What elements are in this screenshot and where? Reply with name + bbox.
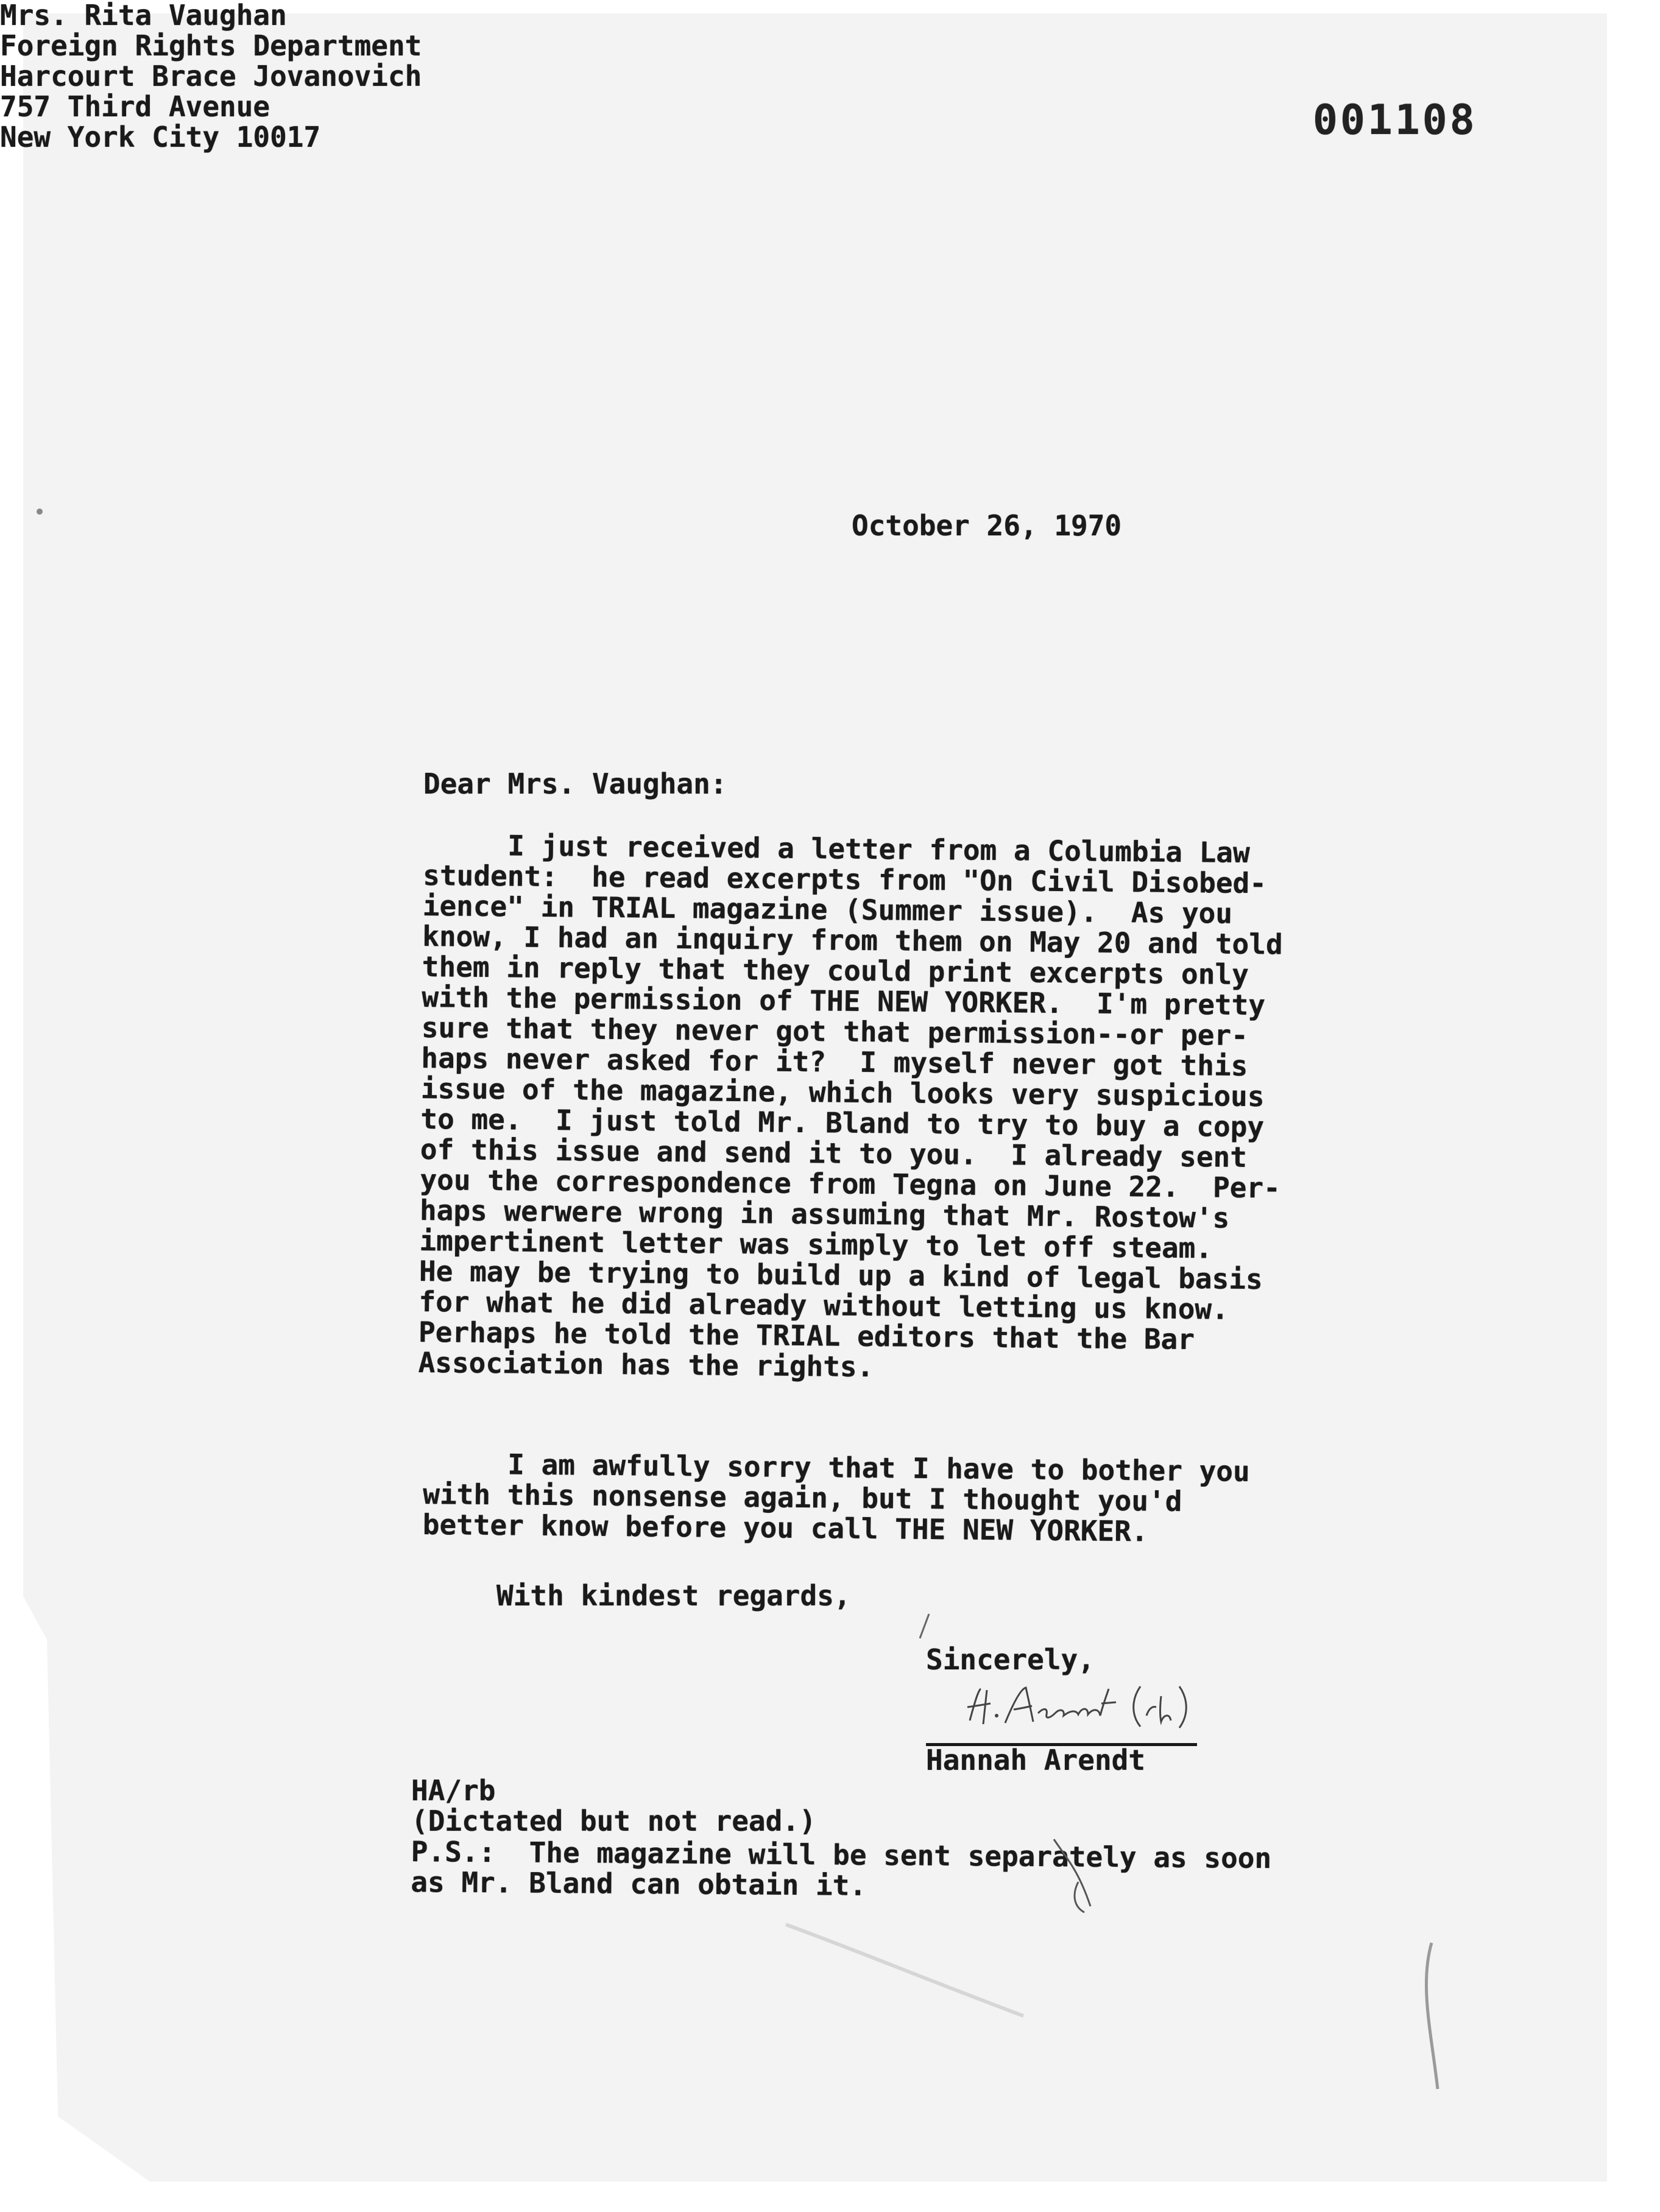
paper-crease	[780, 1912, 1036, 2022]
signer-name: Hannah Arendt	[926, 1744, 1146, 1777]
address-line-city: New York City 10017	[0, 121, 321, 153]
sign-off: Sincerely,	[926, 1643, 1095, 1676]
postscript: P.S.: The magazine will be sent separately as soon as Mr. Bland can obtain it.	[411, 1835, 1272, 1902]
handwritten-signature	[962, 1678, 1218, 1733]
address-line-street: 757 Third Avenue	[0, 90, 270, 123]
address-line-company: Harcourt Brace Jovanovich	[0, 60, 422, 93]
address-line-name: Mrs. Rita Vaughan	[0, 0, 287, 32]
salutation: Dear Mrs. Vaughan:	[423, 767, 727, 800]
pen-scribble-mark	[1036, 1833, 1109, 1918]
dictated-note: (Dictated but not read.)	[411, 1805, 816, 1837]
closing: With kindest regards,	[496, 1579, 851, 1612]
body-paragraph: I am awfully sorry that I have to bother you with this nonsense again, but I thought you'd better know before you call THE NEW YORKER.	[422, 1447, 1250, 1548]
margin-dot	[34, 505, 46, 518]
address-line-department: Foreign Rights Department	[0, 29, 422, 62]
typist-initials: HA/rb	[411, 1774, 496, 1807]
document-number: 001108	[1313, 96, 1477, 144]
edge-shadow-mark	[1395, 1937, 1456, 2095]
body-paragraph: I just received a letter from a Columbia Law student: he read excerpts from "On Civil Disobed- ience" in TRIAL magazine (Summer issue). As you know, I had an inquiry from them on May 20 and told them in reply that they could print excerpts only with the permission of THE NEW YORKER. I'm pretty sure that they never got that permission--or per- haps never asked for it? I myself never got this issue of the magazine, which looks very suspicious to me. I just told Mr. Bland to try to buy a copy of this issue and send it to you. I already sent you the correspondence from Tegna on June 22. Per- haps werwere wrong in assuming that Mr. Rostow's impertinent letter was simply to let off steam. He may be trying to build up a kind of legal basis for what he did already without letting us know. Perhaps he told the TRIAL editors that the Bar Association has the rights.	[418, 828, 1283, 1384]
letter-date: October 26, 1970	[852, 509, 1122, 542]
pen-tick-mark	[914, 1608, 938, 1644]
